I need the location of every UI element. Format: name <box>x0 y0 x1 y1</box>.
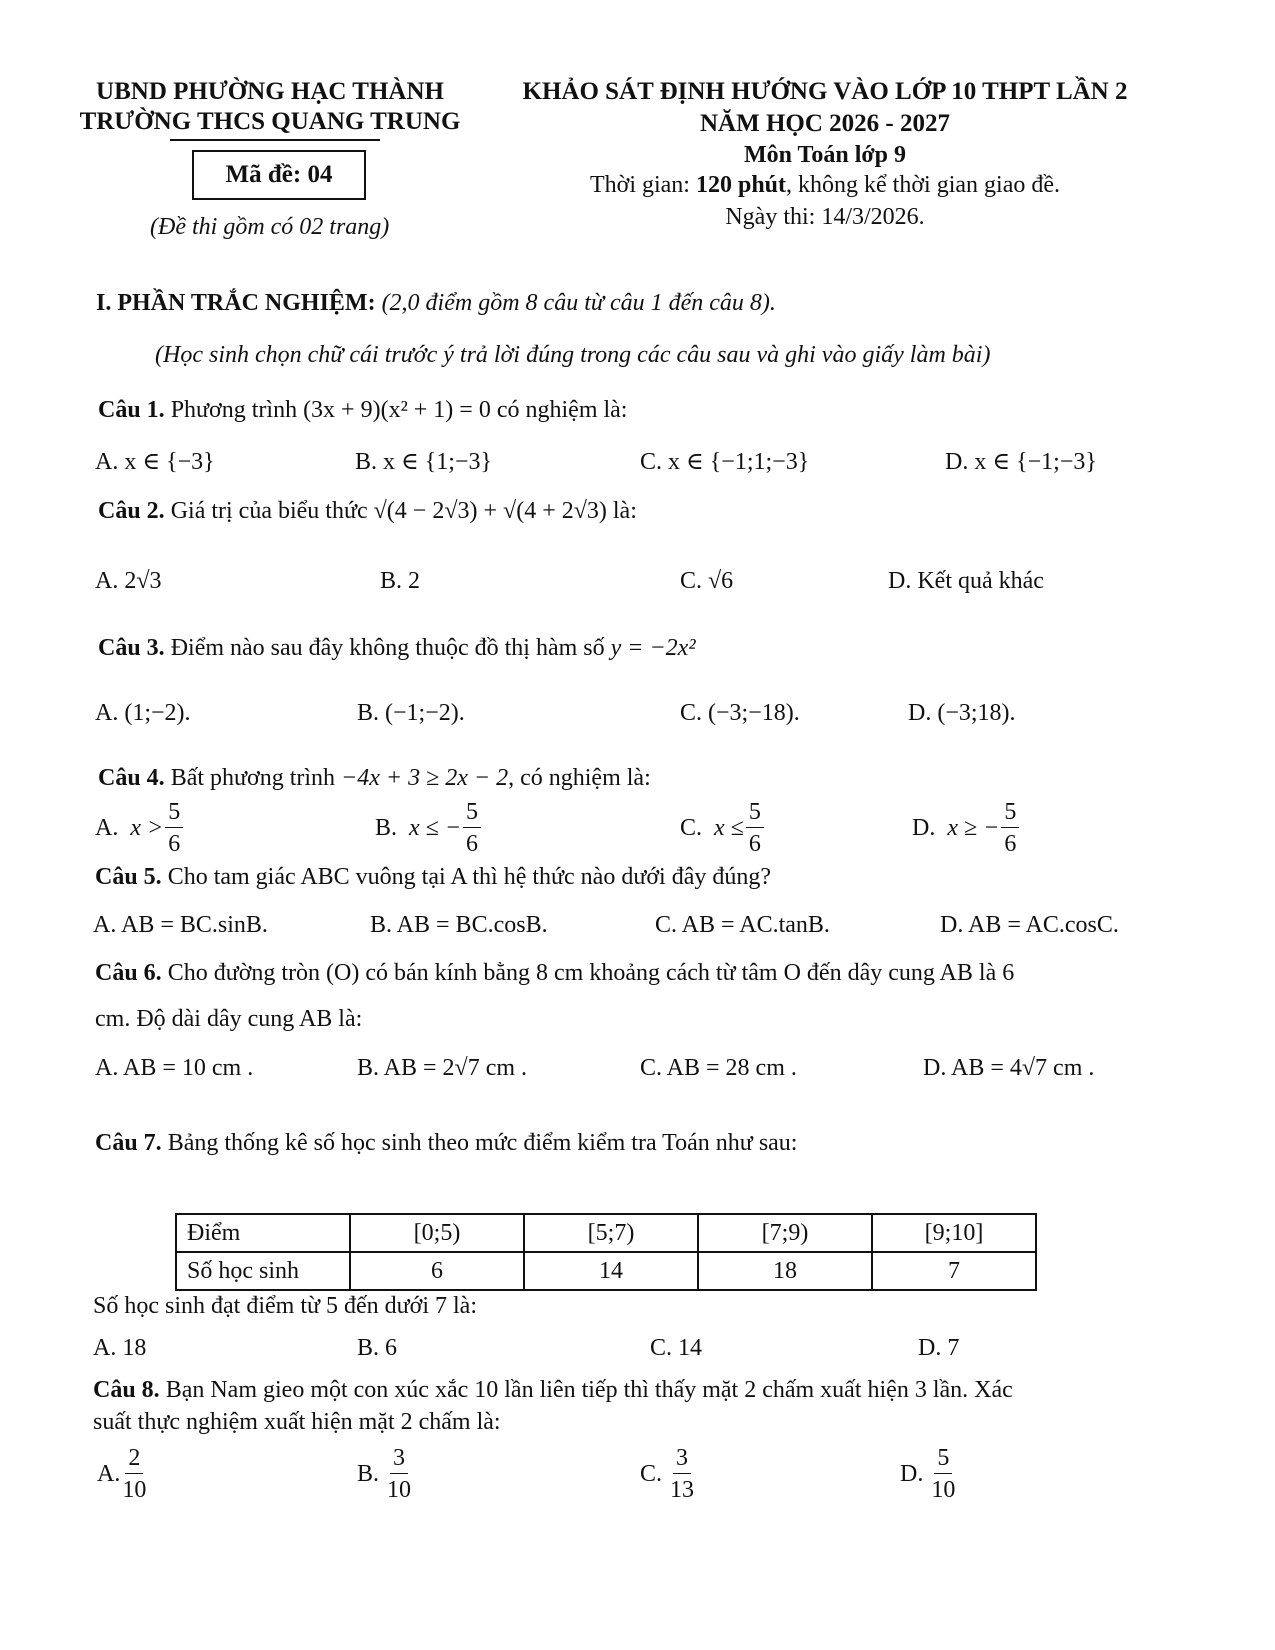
fraction-denominator: 6 <box>168 831 181 857</box>
q6-option-b[interactable]: B. AB = 2√7 cm . <box>357 1055 528 1081</box>
time-prefix: Thời gian: <box>589 172 696 198</box>
question-7-followup: Số học sinh đạt điểm từ 5 đến dưới 7 là: <box>93 1293 477 1319</box>
question-label: Câu 3. <box>98 635 165 661</box>
q5-option-a[interactable]: A. AB = BC.sinB. <box>93 912 268 938</box>
table-cell: [9;10] <box>872 1214 1036 1252</box>
question-label: Câu 8. <box>93 1377 160 1403</box>
fraction-numerator: 5 <box>1001 800 1019 828</box>
exam-date: Ngày thi: 14/3/2026. <box>725 204 925 230</box>
table-cell: [7;9) <box>698 1214 872 1252</box>
question-expression: y = −2x² <box>610 635 696 661</box>
fraction <box>1001 800 1019 856</box>
table-cell: [5;7) <box>524 1214 698 1252</box>
option-letter: B. <box>375 814 398 841</box>
question-8 <box>93 1377 1013 1404</box>
fraction-denominator: 6 <box>1004 831 1017 857</box>
exam-code-box <box>192 150 366 200</box>
question-text-end: có nghiệm là: <box>490 397 628 423</box>
question-text: Bất phương trình <box>170 765 342 791</box>
table-cell: Số học sinh <box>176 1252 350 1290</box>
q5-option-d[interactable]: D. AB = AC.cosC. <box>940 912 1119 938</box>
question-1 <box>98 397 627 424</box>
q2-option-d[interactable]: D. Kết quả khác <box>888 568 1044 594</box>
fraction-numerator: 5 <box>934 1446 952 1474</box>
option-letter: C. <box>640 1460 663 1487</box>
question-label: Câu 7. <box>95 1130 162 1156</box>
table-header-row <box>176 1214 1036 1252</box>
q8-option-c[interactable] <box>640 1446 694 1502</box>
fraction <box>387 1446 411 1502</box>
question-text: Giá trị của biểu thức <box>170 498 374 524</box>
section-instruction: (Học sinh chọn chữ cái trước ý trả lời đúng trong các câu sau và ghi vào giấy làm bài) <box>155 342 991 368</box>
q6-option-a[interactable]: A. AB = 10 cm . <box>95 1055 254 1081</box>
question-label: Câu 2. <box>98 498 165 524</box>
exam-title: KHẢO SÁT ĐỊNH HƯỚNG VÀO LỚP 10 THPT LẦN 2 <box>522 78 1128 105</box>
question-6 <box>95 960 1014 987</box>
q1-option-b[interactable]: B. x ∈ {1;−3} <box>355 449 493 475</box>
fraction <box>165 800 183 856</box>
q5-option-c[interactable]: C. AB = AC.tanB. <box>655 912 830 938</box>
q6-option-d[interactable]: D. AB = 4√7 cm . <box>923 1055 1095 1081</box>
q7-option-d[interactable]: D. 7 <box>918 1335 960 1361</box>
fraction-denominator: 6 <box>466 831 479 857</box>
table-cell: 7 <box>872 1252 1036 1290</box>
fraction-denominator: 10 <box>387 1477 412 1503</box>
q3-option-a[interactable]: A. (1;−2). <box>95 700 191 726</box>
q1-option-d[interactable]: D. x ∈ {−1;−3} <box>945 449 1097 475</box>
table-cell: [0;5) <box>350 1214 524 1252</box>
q1-option-c[interactable]: C. x ∈ {−1;1;−3} <box>640 449 810 475</box>
fraction <box>122 1446 146 1502</box>
q6-option-c[interactable]: C. AB = 28 cm . <box>640 1055 797 1081</box>
q8-option-a[interactable] <box>97 1446 146 1502</box>
pages-note: (Đề thi gồm có 02 trang) <box>150 214 390 240</box>
fraction-numerator: 3 <box>390 1446 408 1474</box>
section-title-label: I. PHẦN TRẮC NGHIỆM: <box>96 290 376 316</box>
question-text: Cho tam giác ABC vuông tại A thì hệ thức nào dưới đây đúng? <box>167 864 771 890</box>
section-title-note: (2,0 điểm gồm 8 câu từ câu 1 đến câu 8). <box>381 290 776 316</box>
question-text-end: là: <box>606 498 637 524</box>
question-label: Câu 1. <box>98 397 165 423</box>
option-relation: x ≤ <box>714 814 744 841</box>
question-2 <box>98 498 637 525</box>
option-letter: D. <box>912 814 936 841</box>
exam-code: Mã đề: 04 <box>225 161 333 188</box>
fraction <box>931 1446 955 1502</box>
authority-name: UBND PHƯỜNG HẠC THÀNH <box>96 78 444 105</box>
q7-option-c[interactable]: C. 14 <box>650 1335 703 1361</box>
q4-option-a[interactable] <box>95 800 183 856</box>
table-cell: 6 <box>350 1252 524 1290</box>
q4-option-c[interactable] <box>680 800 764 856</box>
q3-option-d[interactable]: D. (−3;18). <box>908 700 1016 726</box>
q2-option-a[interactable]: A. 2√3 <box>95 568 162 594</box>
q8-option-d[interactable] <box>900 1446 955 1502</box>
question-4 <box>98 765 651 792</box>
option-letter: A. <box>97 1460 121 1487</box>
question-5 <box>95 864 771 891</box>
school-name: TRƯỜNG THCS QUANG TRUNG <box>79 108 461 135</box>
table-row <box>176 1252 1036 1290</box>
question-label: Câu 6. <box>95 960 162 986</box>
fraction <box>463 800 481 856</box>
question-3 <box>98 635 696 662</box>
fraction-numerator: 5 <box>463 800 481 828</box>
question-label: Câu 5. <box>95 864 162 890</box>
question-expression: (3x + 9)(x² + 1) = 0 <box>303 397 491 423</box>
q3-option-c[interactable]: C. (−3;−18). <box>680 700 800 726</box>
question-text: Phương trình <box>170 397 304 423</box>
question-text: Bạn Nam gieo một con xúc xắc 10 lần liên tiếp thì thấy mặt 2 chấm xuất hiện 3 lần. Xác <box>165 1377 1013 1403</box>
q1-option-a[interactable]: A. x ∈ {−3} <box>95 449 215 475</box>
school-year: NĂM HỌC 2026 - 2027 <box>700 110 950 137</box>
q4-option-d[interactable] <box>912 800 1019 856</box>
option-letter: D. <box>900 1460 924 1487</box>
table-cell: 18 <box>698 1252 872 1290</box>
question-expression: √(4 − 2√3) + √(4 + 2√3) <box>373 498 607 524</box>
subject: Môn Toán lớp 9 <box>743 142 907 168</box>
question-text-end: , có nghiệm là: <box>508 765 651 791</box>
time-suffix: , không kể thời gian giao đề. <box>786 172 1061 198</box>
question-text: Cho đường tròn (O) có bán kính bằng 8 cm khoảng cách từ tâm O đến dây cung AB là 6 <box>167 960 1015 986</box>
school-underline <box>170 139 380 141</box>
q2-option-b[interactable]: B. 2 <box>380 568 421 594</box>
time-value: 120 phút <box>695 172 787 198</box>
option-relation: x ≤ − <box>409 814 462 841</box>
fraction-numerator: 5 <box>746 800 764 828</box>
option-relation: x > <box>130 814 164 841</box>
fraction-denominator: 10 <box>122 1477 147 1503</box>
q4-option-b[interactable] <box>375 800 481 856</box>
option-relation: x ≥ − <box>947 814 1000 841</box>
fraction <box>670 1446 694 1502</box>
option-letter: A. <box>95 814 119 841</box>
q7-option-a[interactable]: A. 18 <box>93 1335 147 1361</box>
score-table <box>175 1213 1037 1291</box>
q5-option-b[interactable]: B. AB = BC.cosB. <box>370 912 548 938</box>
question-8-continued: suất thực nghiệm xuất hiện mặt 2 chấm là: <box>93 1409 501 1435</box>
time-line <box>500 172 1150 199</box>
option-letter: B. <box>357 1460 380 1487</box>
fraction-denominator: 13 <box>670 1477 695 1503</box>
fraction-numerator: 5 <box>165 800 183 828</box>
question-text: Điểm nào sau đây không thuộc đồ thị hàm số <box>170 635 611 661</box>
question-6-continued: cm. Độ dài dây cung AB là: <box>95 1006 363 1032</box>
fraction-denominator: 10 <box>931 1477 956 1503</box>
question-label: Câu 4. <box>98 765 165 791</box>
q8-option-b[interactable] <box>357 1446 411 1502</box>
fraction-numerator: 2 <box>125 1446 143 1474</box>
question-7 <box>95 1130 797 1157</box>
question-expression: −4x + 3 ≥ 2x − 2 <box>341 765 509 791</box>
fraction-numerator: 3 <box>673 1446 691 1474</box>
q3-option-b[interactable]: B. (−1;−2). <box>357 700 465 726</box>
table-cell: Điểm <box>176 1214 350 1252</box>
option-letter: C. <box>680 814 703 841</box>
fraction <box>746 800 764 856</box>
fraction-denominator: 6 <box>748 831 761 857</box>
section-title <box>96 290 776 317</box>
q2-option-c[interactable]: C. √6 <box>680 568 734 594</box>
question-text: Bảng thống kê số học sinh theo mức điểm kiểm tra Toán như sau: <box>167 1130 798 1156</box>
q7-option-b[interactable]: B. 6 <box>357 1335 398 1361</box>
table-cell: 14 <box>524 1252 698 1290</box>
